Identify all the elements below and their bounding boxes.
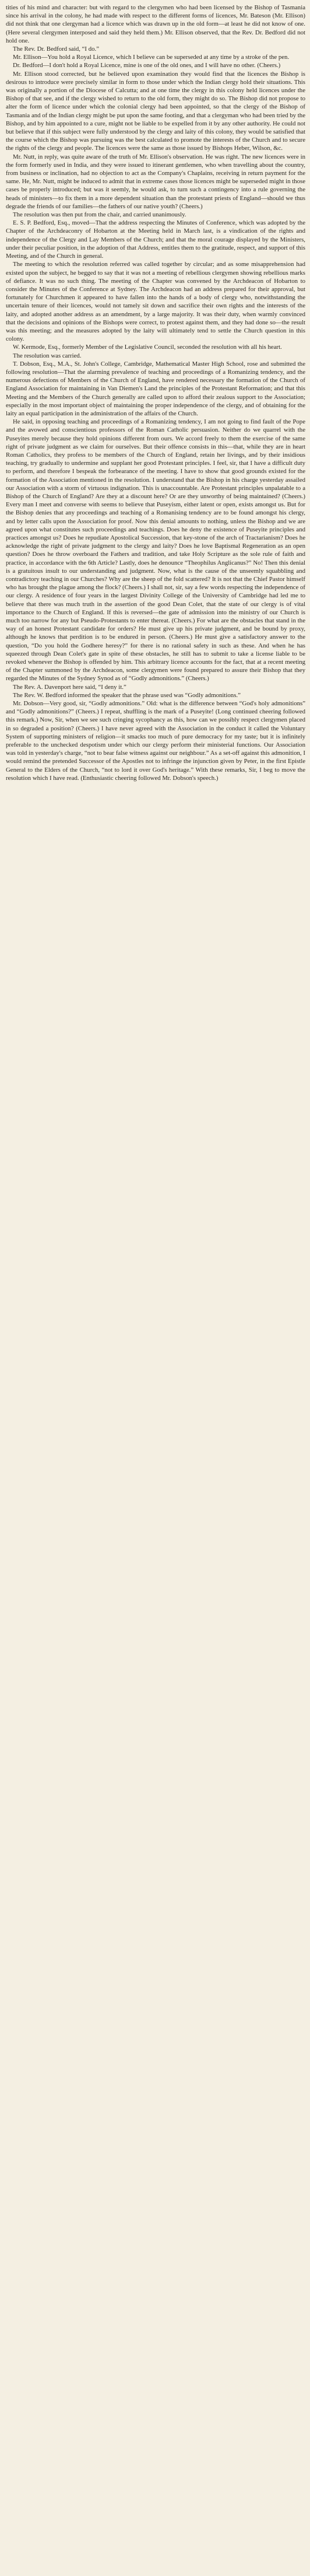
article-paragraph: Mr. Ellison—You hold a Royal Licence, which I believe can be superseded at any time by a stroke of the pen. — [13, 54, 290, 61]
article-paragraph: The Rev. W. Bedford informed the speaker that the phrase used was “Godly admonitions.” — [13, 691, 241, 699]
article-paragraph: The resolution was then put from the chair, and carried unanimously. — [13, 211, 186, 219]
article-paragraph: He said, in opposing teaching and proceedings of a Romanizing tendency, I am not going to find fault of the Pope and the avowed and conscientious professors of the Roman Catholic persuasion. Neither do we quarrel with the Puseyites merely because they hold opinions different from ours. We accord freely to them the exercise of the same right of private judgment as we claim for ourselves. But their offence consists in this—that, while they are in heart Roman Catholics, they profess to be members of the Church of England, retain her livings, and by their insidious teaching, try gradually to undermine and supplant her good Protestant principles. I feel, sir, that I have a difficult duty to perform, and therefore I bespeak the forbearance of the meeting. I have to show that good grounds existed for the formation of the Association mentioned in the resolution. I understand that the Bishop in his charge yesterday assailed our Association with a storm of virtuous indignation. This is unaccountable. Are Protestant principles unpalatable to a Bishop of the Church of England? Are they at a discount here? Or are they unworthy of being maintained? (Cheers.) Every man I meet and converse with seems to believe that Puseyism, either latent or open, exists amongst us. But for the Bishop denies that any proceedings and teaching of a Romanising tendency are to be found amongst his clergy, and by letter calls upon the Association for proof. Now this denial amounts to nothing, unless the Bishop and we are agreed upon what constitutes such proceedings and teachings. Does he deny the existence of Puseyite principles and practices amongst us? Does he repudiate Apostolical Succession, that key-stone of the arch of Tractarianism? Does he acknowledge the right of private judgment to the clergy and laity? Does he love Baptismal Regeneration as an open question? Does he throw overboard the Fathers and tradition, and take Holy Scripture as the sole rule of faith and practice, in accordance with the 6th Article? Lastly, does he denounce “Theophilus Anglicanus?” No! Then this denial is a gratuitous insult to our understanding and judgment. Now, what is the cause of the unseemly squabbling and contradictory teaching in our Churches? Why are the sheep of the fold scattered? It is not that the Chief Pastor himself who has brought the plague among the flock? (Cheers.) I shall not, sir, say a few words respecting the independence of our clergy. A residence of four years in the largest Divinity College of the University of Cambridge had led me to believe that there was much truth in the assertion of the good Dean Colet, that the state of our clergy is of vital importance to the Church of England. If this is reversed—the gate of admission into the ministry of our Church is much too narrow for any but Pseudo-Protestants to enter thereat. (Cheers.) For what are the obstacles that stand in the way of an honest Protestant candidate for orders? He must give up his private judgment, and be bound by proxy, although he knows that perdition is to be endured in person. (Cheers.) He must give a satisfactory answer to the question, “Do you hold the Godhere heresy?” for there is no rational safety in such as these. And when he has squeezed through Dean Colet's gate in spite of these obstacles, he still has to submit to take a license liable to be revoked whenever the Bishop is offended by him. This arbitrary licence accounts for the fact, that at a recent meeting of the Chapter summoned by the Archdeacon, some clergymen were found prepared to assure their Bishop that they regarded the Minutes of the Sydney Synod as of “Godly admonitions.” (Cheers.) — [6, 418, 305, 682]
article-paragraph: E. S. P. Bedford, Esq., moved—That the address respecting the Minutes of Conference, which was adopted by the Chapter of the Archdeaconry of Hobarton at the Meeting held in March last, is a vindication of the rights and independence of the Clergy and Lay Members of the Church; and that the moral courage displayed by the Ministers, under their peculiar position, in the adoption of that Address, entitles them to the gratitude, respect, and support of this Meeting, and of the Church in general. — [6, 219, 305, 260]
article-paragraph: The resolution was carried. — [13, 352, 82, 359]
article-paragraph: tities of his mind and character: but with regard to the clergymen who had been licensed by the Bishop of Tasmania since his arrival in the colony, he had made with respect to the different forms of licences, Mr. Bateson (Mr. Ellison) did not think that one clergyman had a licence which was drawn up in the old form—at least he did not know of one. (Here several clergymen interposed and said they held them.) Mr. Ellison observed, that the Rev. Dr. Bedford did not hold one. — [6, 4, 305, 44]
article-paragraph: W. Kermode, Esq., formerly Member of the Legislative Council, seconded the resolution with all his heart. — [13, 344, 282, 351]
article-paragraph: Dr. Bedford—I don't hold a Royal Licence, mine is one of the old ones, and I will have no other. (Cheers.) — [13, 62, 281, 69]
article-paragraph: The Rev. Dr. Bedford said, “I do.” — [13, 46, 100, 53]
article-paragraph: T. Dobson, Esq., M.A., St. John's College, Cambridge, Mathematical Master High School, rose and submitted the following resolution—That the alarming prevalence of teaching and proceedings of a Romanizing tendency, and the numerous defections of Members of the Church of England, have rendered necessary the formation of the Church of England Association for maintaining in Van Diemen's Land the principles of the Protestant Reformation; and that this Meeting and the Members of the Church generally are called upon to afford their zealous support to the Association; especially in the most important object of maintaining the proper independence of the clergy, and of obtaining for the laity an equal participation in the administration of the affairs of the Church. — [6, 360, 305, 417]
article-paragraph: Mr. Ellison stood corrected, but he believed upon examination they would find that the licences the Bishop is desirous to introduce were precisely similar in form to those under which the Indian clergy hold their situations. This was originally a portion of the Diocese of Calcutta; and at one time the clergy in this colony held licences under the Bishop of that see, and if the clergy wished to return to the old form, they might do so. The Bishop did not propose to alter the form of licence under which the colonial clergy had been appointed, so that the clergy of the Bishop of Tasmania and of the Indian clergy might be put upon the same footing, and that a clergyman who had been tried by the Bishop, and by him appointed to a cure, might not be liable to be expelled from it by any other authority. He could not but believe that if this subject were fully understood by the clergy and laity of this colony, they would be satisfied that the course which the Bishop was pursuing was the best calculated to promote the interests of the Church and to secure the rights of the clergy and people. The licences were the same as those issued by Bishops Heber, Wilson, &c. — [6, 70, 305, 152]
article-paragraph: The Rev. A. Davenport here said, “I deny it.” — [13, 683, 126, 691]
article-paragraph: Mr. Dobson—Very good, sir, “Godly admonitions.” Old: what is the difference between “God's holy admonitions” and “Godly admonitions?” (Cheers.) I repeat, shuffling is the mark of a Puseyite! (Long continued cheering followed this remark.) Now, Sir, when we see such cringing sycophancy as this, how can we possibly respect clergymen placed in so degraded a position? (Cheers.) I have never agreed with the Association in the conduct it called the Voluntary System of supporting ministers of religion—it smacks too much of pure democracy for my taste; but it is infinitely preferable to the unchecked despotism under which our clergy perform their ministerial functions. Our Association was told in yesterday's charge, “not to bear false witness against our neighbour.” As a set-off against this admonition, I would remind the pretended Successor of the Apostles not to infringe the injunction given by Peter, in the first Epistle General to the Elders of the Church, “not to lord it over God's heritage.” With these remarks, Sir, I beg to move the resolution which I have read. (Enthusiastic cheering followed Mr. Dobson's speech.) — [6, 700, 305, 782]
article-paragraph: The meeting to which the resolution referred was called together by circular; and as some misapprehension had existed upon the subject, he begged to say that it was not a meeting of rebellious clergymen showing rebellious marks of defiance. It was no such thing. The meeting of the Chapter was convened by the Archdeacon of Hobarton to consider the Minutes of the Conference at Sydney. The Archdeacon had an address prepared for their approval, but fortunately for Churchmen it appeared to have fallen into the hands of a body of clergy who, notwithstanding the uncertain tenure of their licences, would not tamely sit down and sacrifice their own rights and the interests of the laity, and adopted another address as an amendment, by a large majority. It was their duty, when warmly convinced that the decisions and opinions of the Bishops were correct, to protest against them, and they had done so—the result was this meeting; and the measures adopted by the laity will ultimately tend to settle the Church question in this colony. — [6, 261, 305, 343]
article-paragraph: Mr. Nutt, in reply, was quite aware of the truth of Mr. Ellison's observation. He was right. The new licences were in the form formerly used in India, and they were issued to itinerant gentlemen, who when travelling about the country, from business or inclination, had no objection to act as the Company's Chaplains, receiving in return payment for the same. He, Mr. Nutt, might be induced to admit that in extreme cases those licences might be superseded might in those cases be properly introduced; but was it seemly, he would ask, to turn such a contingency into a rule governing the heads of ministers—to fix them in a more dependent situation than the protestant priests of England—should we thus degrade the friends of our families—the fathers of our native youth? (Cheers.) — [6, 153, 305, 210]
